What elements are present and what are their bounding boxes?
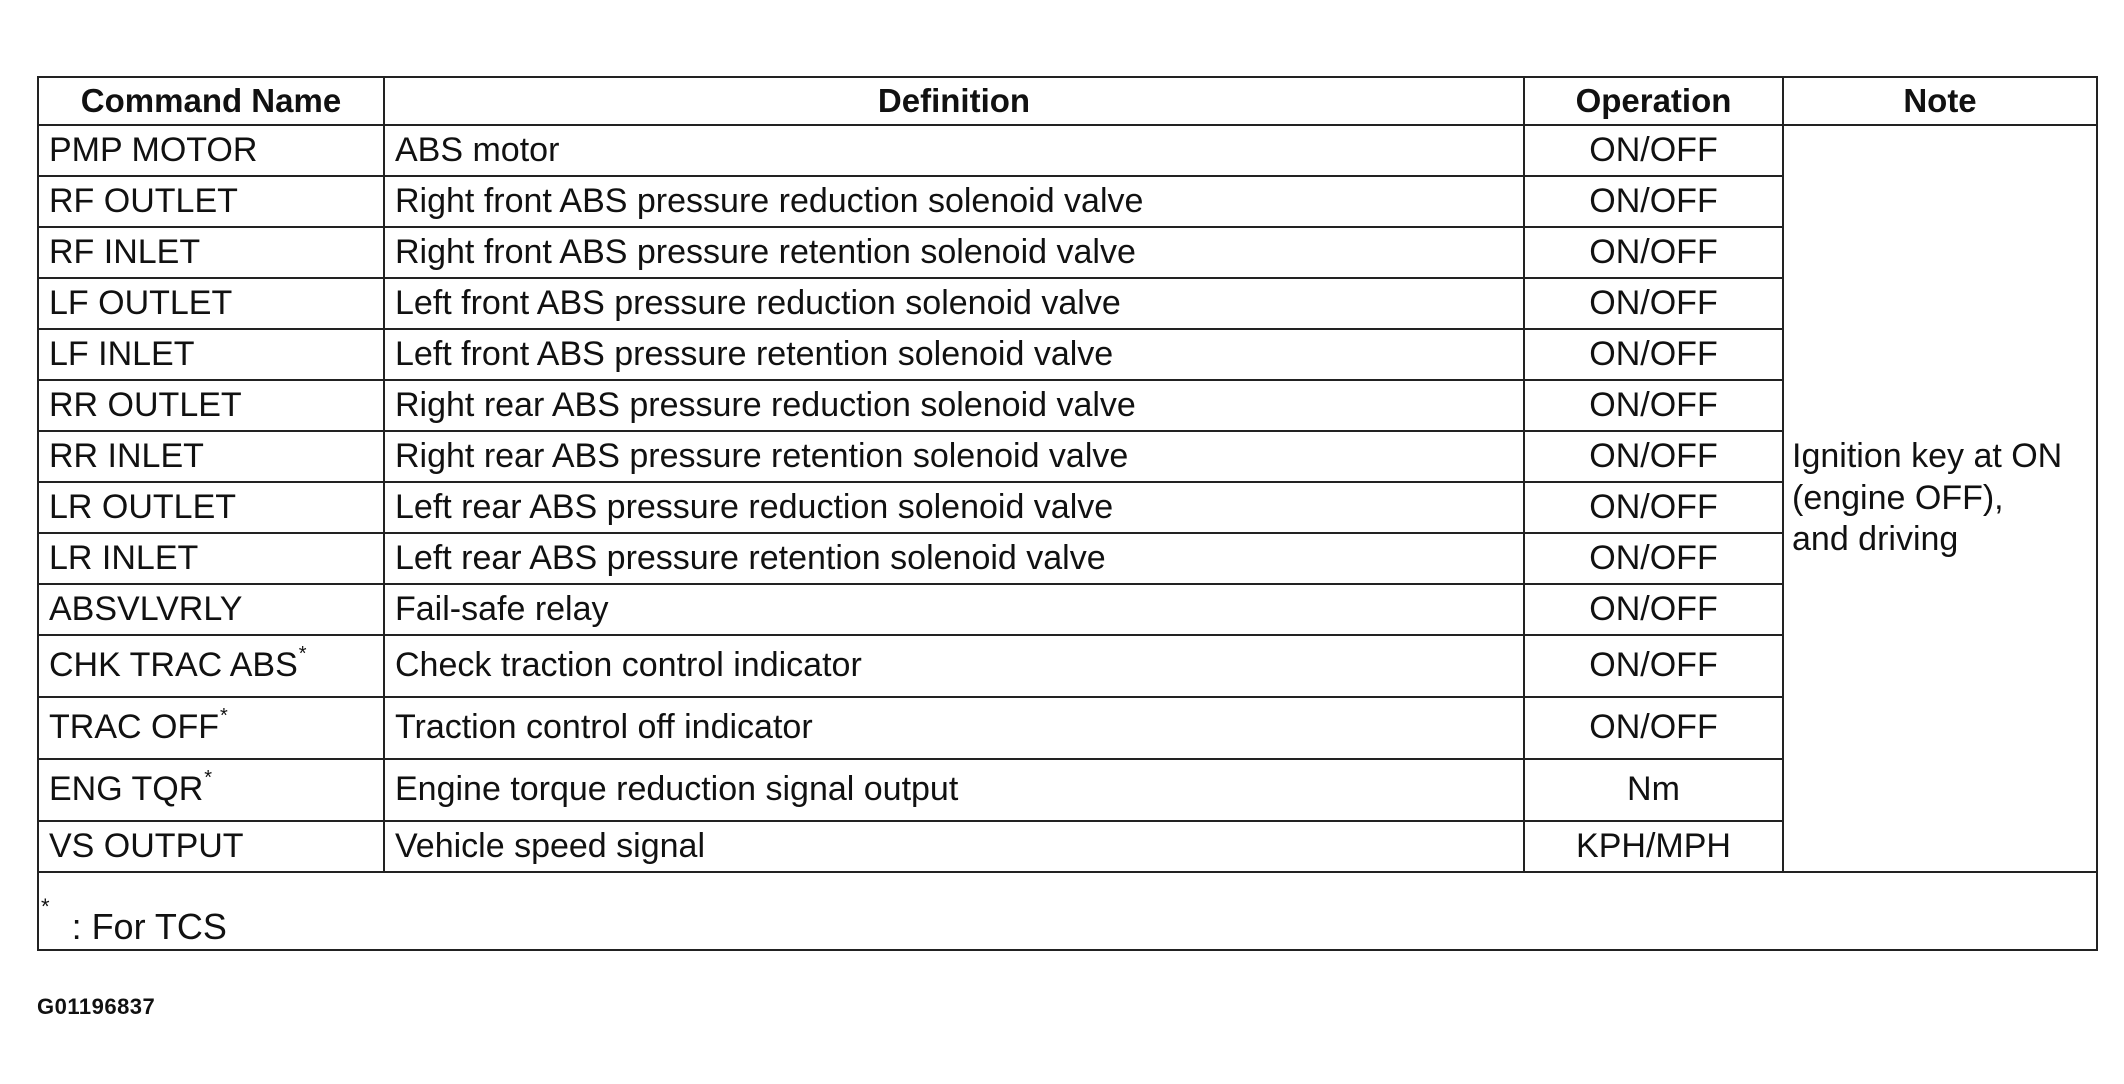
command-cell bbox=[38, 635, 384, 697]
operation-cell: ON/OFF bbox=[1524, 533, 1783, 584]
command-name: RR OUTLET bbox=[49, 385, 242, 424]
definition-cell: Left front ABS pressure retention solenoid valve bbox=[384, 329, 1524, 380]
operation-cell: ON/OFF bbox=[1524, 482, 1783, 533]
header-command-name: Command Name bbox=[38, 77, 384, 125]
command-name: LR INLET bbox=[49, 538, 199, 577]
definition-cell: Right front ABS pressure retention solenoid valve bbox=[384, 227, 1524, 278]
operation-cell: ON/OFF bbox=[1524, 380, 1783, 431]
command-cell bbox=[38, 697, 384, 759]
footnote-cell bbox=[38, 872, 2097, 950]
command-cell bbox=[38, 125, 384, 176]
command-cell bbox=[38, 176, 384, 227]
operation-cell: KPH/MPH bbox=[1524, 821, 1783, 872]
operation-cell: ON/OFF bbox=[1524, 635, 1783, 697]
command-cell bbox=[38, 227, 384, 278]
note-line: and driving bbox=[1792, 520, 1959, 559]
tcs-marker: * bbox=[204, 767, 213, 790]
command-cell bbox=[38, 533, 384, 584]
operation-cell: ON/OFF bbox=[1524, 176, 1783, 227]
definition-cell: Left rear ABS pressure retention solenoid valve bbox=[384, 533, 1524, 584]
command-name: ENG TQR bbox=[49, 770, 204, 809]
operation-cell: ON/OFF bbox=[1524, 227, 1783, 278]
header-operation: Operation bbox=[1524, 77, 1783, 125]
tcs-marker: * bbox=[219, 705, 228, 728]
operation-cell: ON/OFF bbox=[1524, 125, 1783, 176]
definition-cell: ABS motor bbox=[384, 125, 1524, 176]
footnote-row bbox=[38, 872, 2097, 950]
definition-cell: Right rear ABS pressure reduction solenoid valve bbox=[384, 380, 1524, 431]
command-name: TRAC OFF bbox=[49, 708, 219, 747]
command-name: LF OUTLET bbox=[49, 283, 233, 322]
command-name: VS OUTPUT bbox=[49, 826, 244, 865]
definition-cell: Engine torque reduction signal output bbox=[384, 759, 1524, 821]
command-cell bbox=[38, 821, 384, 872]
command-name: RF INLET bbox=[49, 232, 201, 271]
command-name: LF INLET bbox=[49, 334, 195, 373]
definition-cell: Traction control off indicator bbox=[384, 697, 1524, 759]
header-definition: Definition bbox=[384, 77, 1524, 125]
definition-cell: Left rear ABS pressure reduction solenoid valve bbox=[384, 482, 1524, 533]
operation-cell: ON/OFF bbox=[1524, 329, 1783, 380]
table-row bbox=[38, 125, 2097, 176]
command-table bbox=[37, 76, 2098, 951]
command-cell bbox=[38, 431, 384, 482]
table-body bbox=[38, 125, 2097, 872]
command-name: RR INLET bbox=[49, 436, 204, 475]
operation-cell: ON/OFF bbox=[1524, 697, 1783, 759]
note-cell bbox=[1783, 125, 2097, 872]
table-footer bbox=[38, 872, 2097, 950]
operation-cell: ON/OFF bbox=[1524, 431, 1783, 482]
definition-cell: Vehicle speed signal bbox=[384, 821, 1524, 872]
definition-cell: Fail-safe relay bbox=[384, 584, 1524, 635]
header-note: Note bbox=[1783, 77, 2097, 125]
command-cell bbox=[38, 329, 384, 380]
tcs-marker: * bbox=[298, 643, 307, 666]
definition-cell: Right rear ABS pressure retention solenoid valve bbox=[384, 431, 1524, 482]
command-name: ABSVLVRLY bbox=[49, 589, 243, 628]
definition-cell: Right front ABS pressure reduction solenoid valve bbox=[384, 176, 1524, 227]
operation-cell: ON/OFF bbox=[1524, 278, 1783, 329]
command-cell bbox=[38, 278, 384, 329]
command-name: PMP MOTOR bbox=[49, 130, 258, 169]
footnote-text: : For TCS bbox=[71, 906, 227, 948]
operation-cell: Nm bbox=[1524, 759, 1783, 821]
note-line: (engine OFF), bbox=[1792, 478, 2004, 517]
command-cell bbox=[38, 759, 384, 821]
header-row bbox=[38, 77, 2097, 125]
table-header bbox=[38, 77, 2097, 125]
command-name: RF OUTLET bbox=[49, 181, 238, 220]
operation-cell: ON/OFF bbox=[1524, 584, 1783, 635]
definition-cell: Check traction control indicator bbox=[384, 635, 1524, 697]
footnote-mark: * bbox=[41, 894, 50, 920]
command-name: LR OUTLET bbox=[49, 487, 237, 526]
command-cell bbox=[38, 482, 384, 533]
command-name: CHK TRAC ABS bbox=[49, 646, 298, 685]
command-cell bbox=[38, 380, 384, 431]
command-cell bbox=[38, 584, 384, 635]
definition-cell: Left front ABS pressure reduction solenoid valve bbox=[384, 278, 1524, 329]
figure-id: G01196837 bbox=[37, 994, 156, 1019]
note-line: Ignition key at ON bbox=[1792, 437, 2063, 476]
